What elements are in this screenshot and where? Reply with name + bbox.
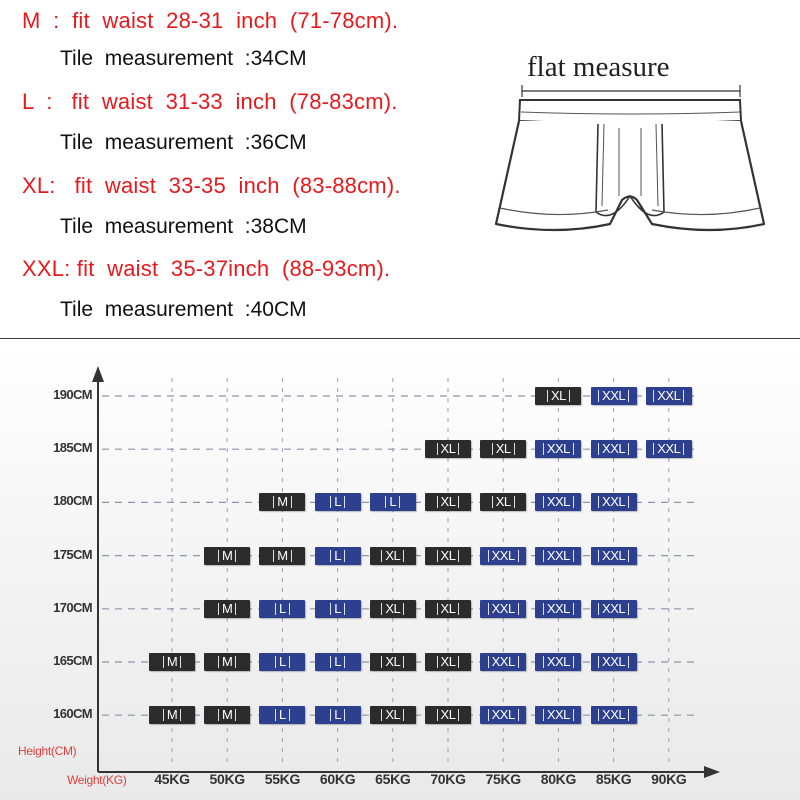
x-tick-70KG: 70KG (430, 771, 466, 787)
size-tag-165CM-60KG: L (315, 653, 361, 671)
size-tag-160CM-45KG: M (149, 706, 195, 724)
size-tag-160CM-50KG: M (204, 706, 250, 724)
size-tag-180CM-85KG: XXL (591, 493, 637, 511)
y-tick-175CM: 175CM (53, 546, 92, 562)
size-tag-190CM-90KG: XXL (646, 387, 692, 405)
size-tag-165CM-55KG: L (259, 653, 305, 671)
size-tag-170CM-60KG: L (315, 600, 361, 618)
size-tag-180CM-80KG: XXL (535, 493, 581, 511)
size-tag-160CM-55KG: L (259, 706, 305, 724)
size-tag-165CM-50KG: M (204, 653, 250, 671)
size-tag-160CM-80KG: XXL (535, 706, 581, 724)
size-tag-190CM-85KG: XXL (591, 387, 637, 405)
y-tick-160CM: 160CM (53, 706, 92, 722)
size-xl-fit: XL: fit waist 33-35 inch (83-88cm). (22, 173, 401, 198)
size-tag-180CM-55KG: M (259, 493, 305, 511)
y-tick-170CM: 170CM (53, 599, 92, 615)
size-tag-165CM-45KG: M (149, 653, 195, 671)
size-tag-160CM-75KG: XXL (480, 706, 526, 724)
x-tick-85KG: 85KG (595, 771, 632, 787)
x-tick-90KG: 90KG (651, 771, 687, 787)
size-tag-180CM-65KG: L (370, 493, 416, 511)
size-tag-170CM-55KG: L (259, 600, 305, 618)
y-tick-185CM: 185CM (53, 440, 92, 456)
size-tag-185CM-85KG: XXL (591, 440, 637, 458)
size-tag-175CM-65KG: XL (370, 547, 416, 565)
size-tag-170CM-75KG: XXL (480, 600, 526, 618)
y-tick-190CM: 190CM (53, 387, 92, 402)
size-tag-175CM-80KG: XXL (535, 547, 581, 565)
size-m-fit: M : fit waist 28-31 inch (71-78cm). (22, 8, 399, 33)
size-xxl-tile: Tile measurement :40CM (60, 298, 307, 321)
size-tag-175CM-85KG: XXL (591, 547, 637, 565)
size-tag-180CM-70KG: XL (425, 493, 471, 511)
x-axis-arrow (704, 766, 720, 778)
size-xl-tile: Tile measurement :38CM (60, 215, 307, 238)
x-axis-title: Weight(KG) (67, 773, 127, 787)
size-tag-165CM-85KG: XXL (591, 653, 637, 671)
size-tag-170CM-85KG: XXL (591, 600, 637, 618)
y-tick-180CM: 180CM (53, 493, 92, 509)
size-tag-175CM-60KG: L (315, 547, 361, 565)
size-l-tile: Tile measurement :36CM (60, 131, 307, 154)
size-tag-170CM-70KG: XL (425, 600, 471, 618)
size-tag-160CM-85KG: XXL (591, 706, 637, 724)
size-tag-185CM-70KG: XL (425, 440, 471, 458)
size-l-fit: L : fit waist 31-33 inch (78-83cm). (22, 89, 398, 114)
size-tag-160CM-65KG: XL (370, 706, 416, 724)
x-tick-60KG: 60KG (319, 771, 356, 787)
size-tag-180CM-75KG: XL (480, 493, 526, 511)
x-tick-45KG: 45KG (154, 771, 190, 787)
size-tag-170CM-65KG: XL (370, 600, 416, 618)
flat-measure-label: flat measure (527, 51, 670, 83)
x-tick-55KG: 55KG (264, 771, 301, 787)
size-tag-175CM-55KG: M (259, 547, 305, 565)
size-tag-185CM-75KG: XL (480, 440, 526, 458)
size-tag-165CM-65KG: XL (370, 653, 416, 671)
x-tick-65KG: 65KG (375, 771, 411, 787)
size-tag-190CM-80KG: XL (535, 387, 581, 405)
size-tag-185CM-90KG: XXL (646, 440, 692, 458)
y-tick-165CM: 165CM (53, 653, 92, 668)
size-tag-170CM-50KG: M (204, 600, 250, 618)
x-tick-80KG: 80KG (540, 771, 577, 787)
x-tick-75KG: 75KG (485, 771, 521, 787)
size-tag-160CM-60KG: L (315, 706, 361, 724)
size-xxl-fit: XXL: fit waist 35-37inch (88-93cm). (22, 256, 391, 281)
y-axis-arrow (92, 366, 104, 382)
x-tick-50KG: 50KG (209, 771, 245, 787)
size-tag-175CM-75KG: XXL (480, 547, 526, 565)
y-axis-title: Height(CM) (18, 744, 77, 758)
size-tag-185CM-80KG: XXL (535, 440, 581, 458)
size-tag-160CM-70KG: XL (425, 706, 471, 724)
size-tag-175CM-70KG: XL (425, 547, 471, 565)
size-tag-170CM-80KG: XXL (535, 600, 581, 618)
size-tag-165CM-80KG: XXL (535, 653, 581, 671)
size-tag-175CM-50KG: M (204, 547, 250, 565)
size-m-tile: Tile measurement :34CM (60, 47, 307, 70)
size-tag-180CM-60KG: L (315, 493, 361, 511)
size-tag-165CM-70KG: XL (425, 653, 471, 671)
size-tag-165CM-75KG: XXL (480, 653, 526, 671)
